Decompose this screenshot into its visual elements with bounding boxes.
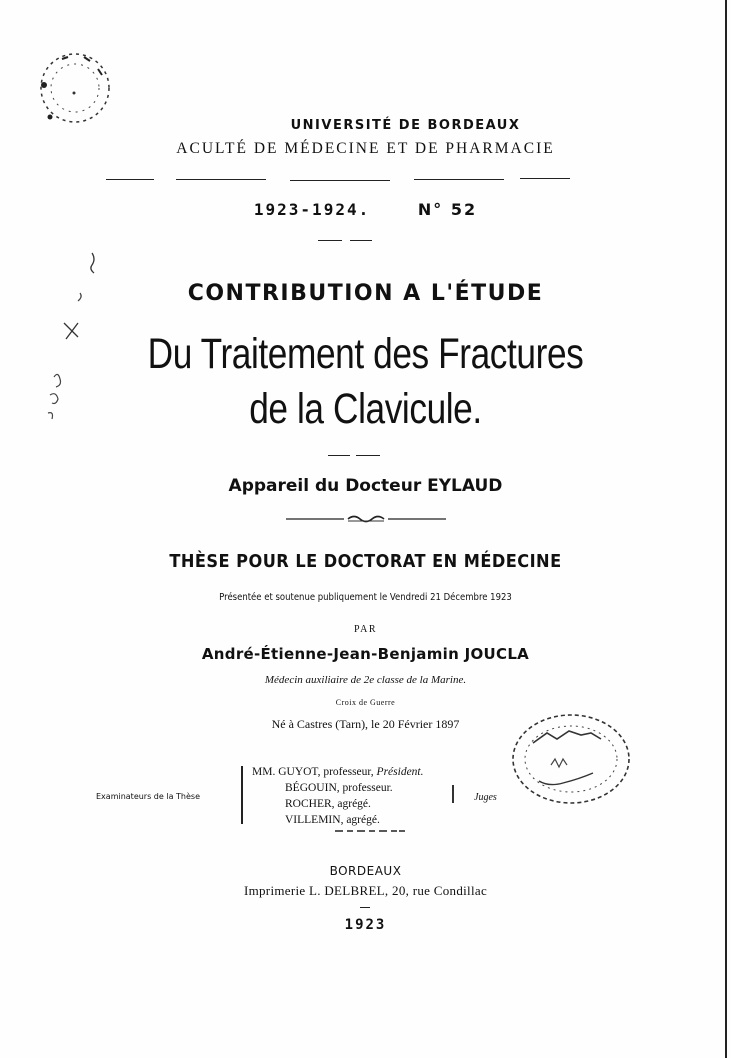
jury-member (252, 764, 424, 780)
header-rule (106, 179, 154, 180)
juges-label: Juges (474, 792, 497, 803)
jury-member-role: Président. (376, 766, 424, 778)
author-birth: Né à Castres (Tarn), le 20 Février 1897 (271, 717, 460, 731)
header-rule (176, 179, 266, 180)
jury-member-name: VILLEMIN, agrégé. (285, 814, 380, 826)
dashed-divider (335, 828, 405, 834)
header-rule (520, 178, 570, 179)
presentation-date: Présentée et soutenue publiquement le Vendredi 21 Décembre 1923 (219, 592, 512, 603)
thesis-type: THÈSE POUR LE DOCTORAT EN MÉDECINE (169, 551, 562, 572)
jury-member (252, 780, 424, 796)
short-rule (356, 455, 380, 456)
academic-year-line (0, 200, 731, 219)
short-rule (318, 240, 342, 241)
publisher-city: BORDEAUX (329, 864, 402, 878)
jury-brace-left (241, 766, 243, 824)
author-rank: Médecin auxiliaire de 2e classe de la Marine. (264, 674, 467, 686)
par-label: PAR (353, 624, 378, 635)
jury-member-name: GUYOT, professeur, (278, 766, 374, 778)
thesis-title-line-2: de la Clavicule. (249, 385, 482, 433)
short-rule (360, 907, 370, 908)
jury-member (252, 796, 424, 812)
author-name: André-Étienne-Jean-Benjamin JOUCLA (201, 645, 530, 663)
academic-year: 1923-1924. (253, 200, 371, 219)
thesis-heading: CONTRIBUTION A L'ÉTUDE (187, 281, 544, 306)
ornament-divider-icon (286, 512, 446, 526)
printer-line: Imprimerie L. DELBREL, 20, rue Condillac (243, 883, 488, 898)
short-rule (350, 240, 372, 241)
jury-brace-right (452, 785, 454, 803)
jury-member (252, 812, 424, 828)
faculty-name: ACULTÉ DE MÉDECINE ET DE PHARMACIE (176, 140, 555, 157)
jury-prefix: MM. (252, 766, 276, 778)
header-rule (414, 179, 504, 180)
university-name: UNIVERSITÉ DE BORDEAUX (290, 118, 521, 133)
short-rule (328, 455, 350, 456)
jury-label: Examinateurs de la Thèse (96, 792, 200, 801)
print-year: 1923 (344, 917, 387, 933)
header-rule (290, 180, 390, 181)
page-edge (725, 0, 727, 1058)
jury-list (252, 764, 424, 828)
thesis-title-line-1: Du Traitement des Fractures (147, 330, 584, 378)
thesis-number: N° 52 (417, 200, 478, 219)
jury-member-name: BÉGOUIN, professeur. (285, 782, 393, 794)
library-stamp-right-icon (503, 703, 633, 815)
jury-member-name: ROCHER, agrégé. (285, 798, 371, 810)
apparatus-subtitle: Appareil du Docteur EYLAUD (228, 476, 503, 496)
author-decoration: Croix de Guerre (335, 698, 396, 707)
